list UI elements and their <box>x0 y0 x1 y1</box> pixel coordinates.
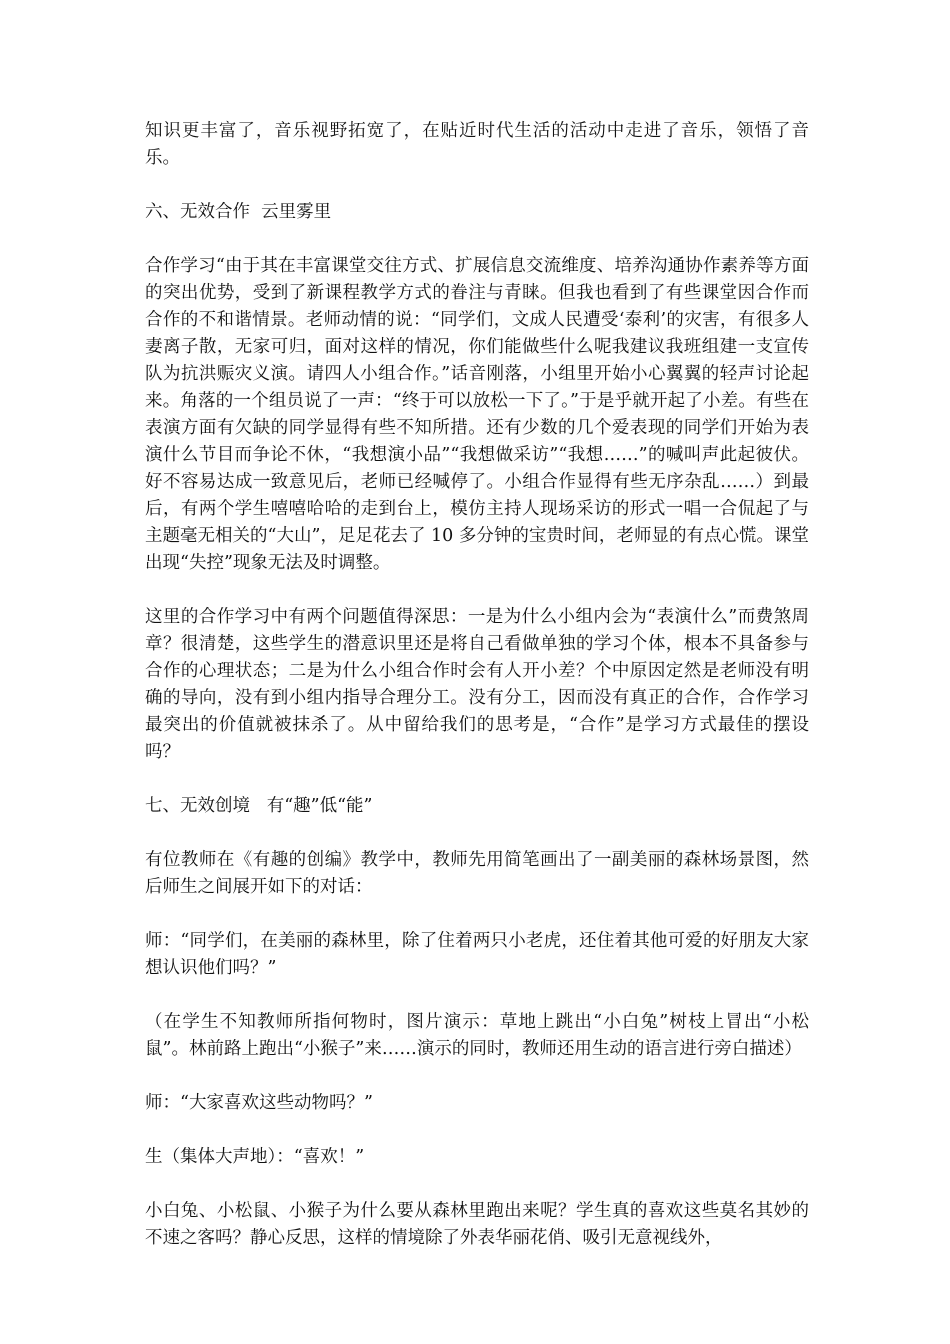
paragraph-creative-lesson: 有位教师在《有趣的创编》教学中，教师先用简笔画出了一副美丽的森林场景图，然后师生之间展开如下的对话： <box>145 850 809 897</box>
document-page <box>145 118 809 1279</box>
paragraph-student-response: 生（集体大声地）：“喜欢！” <box>145 1147 365 1167</box>
section-heading-7: 七、无效创境 有“趣”低“能” <box>145 796 373 816</box>
paragraph-cooperative-learning: 合作学习“由于其在丰富课堂交往方式、扩展信息交流维度、培养沟通协作素养等方面的突出优势，受到了新课程教学方式的眷注与青睐。但我也看到了有些课堂因合作而合作的不和谐情景。老师动情的说：“同学们，文成人民遭受‘泰利’的灾害，有很多人妻离子散，无家可归，面对这样的情况，你们能做些什么呢我建议我班组建一支宣传队为抗洪赈灾义演。请四人小组合作。”话音刚落，小组里开始小心翼翼的轻声讨论起来。角落的一个组员说了一声：“终于可以放松一下了。”于是乎就开起了小差。有些在表演方面有欠缺的同学显得有些不知所措。还有少数的几个爱表现的同学们开始为表演什么节目而争论不休，“我想演小品”“我想做采访”“我想……”的喊叫声此起彼伏。好不容易达成一致意见后，老师已经喊停了。小组合作显得有些无序杂乱……）到最后，有两个学生嘻嘻哈哈的走到台上，模仿主持人现场采访的形式一唱一合侃起了与主题毫无相关的“大山”，足足花去了 10 多分钟的宝贵时间，老师显的有点心慌。课堂出现“失控”现象无法及时调整。 <box>145 256 809 573</box>
paragraph-closing-question: 小白兔、小松鼠、小猴子为什么要从森林里跑出来呢？学生真的喜欢这些莫名其妙的不速之客吗？静心反思，这样的情境除了外表华丽花俏、吸引无意视线外， <box>145 1201 809 1248</box>
paragraph-teacher-dialogue-1: 师：“同学们，在美丽的森林里，除了住着两只小老虎，还住着其他可爱的好朋友大家想认识他们吗？” <box>145 931 809 978</box>
section-heading-6: 六、无效合作 云里雾里 <box>145 202 332 222</box>
paragraph-teacher-dialogue-2: 师：“大家喜欢这些动物吗？” <box>145 1093 373 1113</box>
paragraph-intro-continuation: 知识更丰富了，音乐视野拓宽了，在贴近时代生活的活动中走进了音乐，领悟了音乐。 <box>145 121 809 168</box>
paragraph-reflection: 这里的合作学习中有两个问题值得深思：一是为什么小组内会为“表演什么”而费煞周章？很清楚，这些学生的潜意识里还是将自己看做单独的学习个体，根本不具备参与合作的心理状态；二是为什么小组合作时会有人开小差？个中原因定然是老师没有明确的导向，没有到小组内指导合理分工。没有分工，因而没有真正的合作，合作学习最突出的价值就被抹杀了。从中留给我们的思考是，“合作”是学习方式最佳的摆设吗？ <box>145 607 809 762</box>
paragraph-image-demo: （在学生不知教师所指何物时，图片演示：草地上跳出“小白兔”树枝上冒出“小松鼠”。林前路上跑出“小猴子”来……演示的同时，教师还用生动的语言进行旁白描述） <box>145 1012 809 1059</box>
